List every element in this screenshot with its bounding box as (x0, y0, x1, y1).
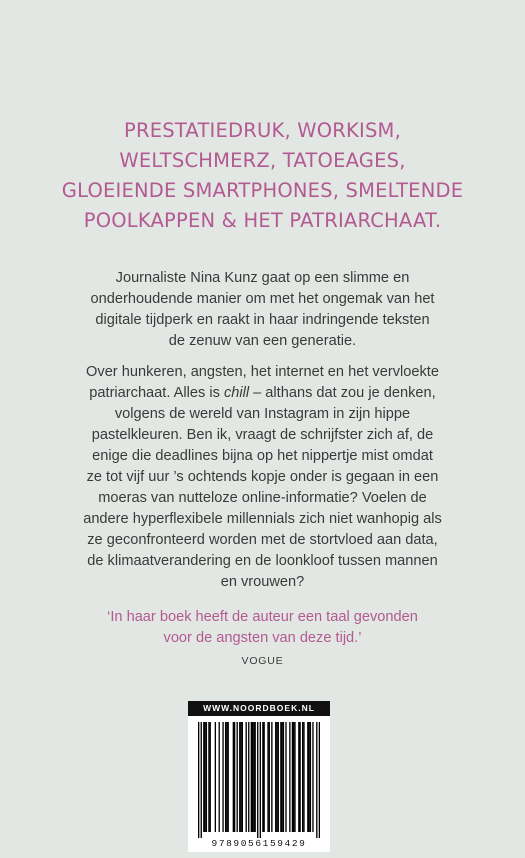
barcode-bar (280, 722, 281, 832)
intro-line: de zenuw van een generatie. (168, 333, 357, 349)
barcode-bar (275, 722, 276, 832)
description-line: andere hyperflexibele millennials zich niet wanhopig als (83, 511, 442, 527)
barcode-bar (248, 722, 249, 832)
barcode-bar (307, 722, 308, 832)
barcode-bar (299, 722, 300, 832)
intro-line: Journaliste Nina Kunz gaat op een slimme en (115, 270, 410, 286)
barcode-bar (267, 722, 268, 832)
barcode-bar (255, 722, 256, 832)
description-line: ze geconfronteerd worden met de stortvloed aan data, (87, 532, 438, 548)
barcode-bar (242, 722, 243, 832)
quote-line: ‘In haar boek heeft de auteur een taal gevonden (107, 609, 418, 625)
barcode-bar (303, 722, 304, 832)
description-line: Over hunkeren, angsten, het internet en het vervloekte (86, 364, 439, 380)
barcode-bar (293, 722, 294, 832)
barcode-bar (316, 722, 317, 838)
barcode-bar (298, 722, 299, 832)
description-paragraph (0, 362, 525, 593)
barcode-bar (210, 722, 211, 832)
barcode-bar (219, 722, 220, 832)
barcode-bar (292, 722, 293, 832)
barcode-bar (310, 722, 311, 832)
barcode-bar (203, 722, 204, 832)
intro-line: digitale tijdperk en raakt in haar indringende teksten (95, 312, 430, 328)
barcode-bar (237, 722, 238, 832)
barcode-bar (234, 722, 235, 832)
quote-line: voor de angsten van deze tijd.’ (163, 630, 362, 646)
headline (0, 116, 525, 236)
description-emphasis: chill (223, 385, 250, 401)
description-line-2 (0, 383, 525, 404)
barcode-bar (302, 722, 303, 832)
intro-line: onderhoudende manier om met het ongemak van het (90, 291, 435, 307)
description-line: ze tot vijf uur ’s ochtends kopje onder is gegaan in een (86, 469, 439, 485)
barcode-bar (222, 722, 223, 832)
description-line: de klimaatverandering en de loonkloof tussen mannen (87, 553, 438, 569)
barcode-bar (262, 722, 263, 832)
barcode-bar (253, 722, 254, 832)
intro-paragraph (0, 268, 525, 352)
barcode-bar (251, 722, 252, 832)
description-line: volgens de wereld van Instagram in zijn hippe (114, 406, 411, 422)
barcode-bar (252, 722, 253, 832)
barcode-bar (198, 722, 199, 838)
barcode-bar (281, 722, 282, 832)
barcode-bar (257, 722, 258, 838)
barcode-bar (312, 722, 313, 832)
publisher-url: WWW.NOORDBOEK.NL (188, 701, 330, 716)
headline-line: GLOEIENDE SMARTPHONES, SMELTENDE (61, 179, 464, 202)
barcode-bars (198, 722, 320, 838)
description-text: – althans dat zou je denken, (249, 385, 436, 401)
barcode-bar (246, 722, 247, 832)
quote-source: VOGUE (241, 655, 284, 667)
headline-line: POOLKAPPEN & HET PATRIARCHAAT. (83, 209, 442, 232)
barcode-bar (269, 722, 270, 832)
barcode-bar (276, 722, 277, 832)
description-line: enige die deadlines bijna op het nippertje mist omdat (92, 448, 433, 464)
barcode-bar (201, 722, 202, 838)
barcode-bar (226, 722, 227, 832)
barcode-bar (308, 722, 309, 832)
headline-line: WELTSCHMERZ, TATOEAGES, (119, 149, 406, 172)
barcode-bar (263, 722, 264, 832)
barcode-bar (260, 722, 261, 838)
headline-line: PRESTATIEDRUK, WORKISM, (124, 119, 401, 142)
description-line: pastelkleuren. Ben ik, vraagt de schrijfster zich af, de (91, 427, 434, 443)
barcode-bar (215, 722, 216, 832)
review-quote (0, 607, 525, 649)
description-line: en vrouwen? (220, 574, 305, 590)
isbn-barcode (188, 701, 330, 852)
barcode-bar (233, 722, 234, 832)
barcode-bar (285, 722, 286, 832)
barcode-bar (319, 722, 320, 838)
barcode-bar (294, 722, 295, 832)
barcode-bar (208, 722, 209, 832)
barcode-bar (206, 722, 207, 832)
barcode-bar (239, 722, 240, 832)
barcode-bar (240, 722, 241, 832)
barcode-bar (278, 722, 279, 832)
barcode-bar (228, 722, 229, 832)
description-line: moeras van nutteloze online-informatie? Voelen de (98, 490, 427, 506)
barcode-bar (225, 722, 226, 832)
barcode-bar (271, 722, 272, 832)
isbn-digits: 9789056159429 (211, 838, 307, 849)
barcode-bar (283, 722, 284, 832)
description-text: patriarchaat. Alles is (89, 385, 224, 401)
barcode-bar (204, 722, 205, 832)
barcode-bar (289, 722, 290, 832)
